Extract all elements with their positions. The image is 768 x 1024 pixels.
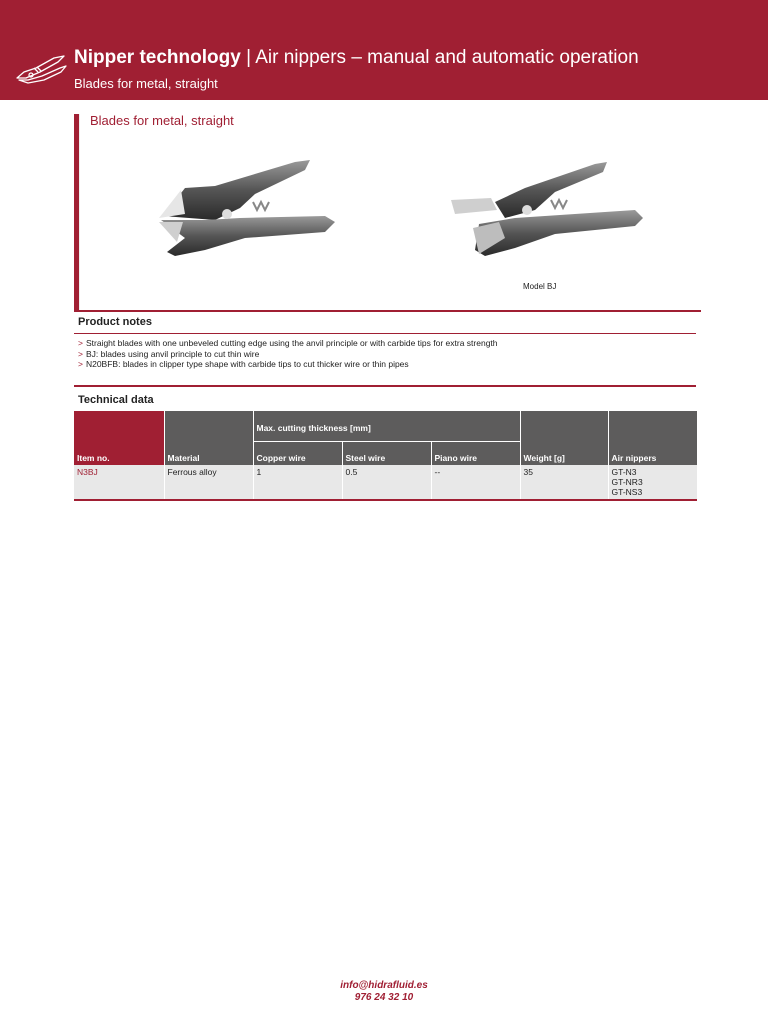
cell-piano: -- [431, 465, 520, 500]
cell-air-nippers [608, 465, 697, 500]
cell-copper: 1 [253, 465, 342, 500]
note-item [78, 349, 694, 360]
col-item-no: Item no. [74, 411, 164, 465]
note-text: Straight blades with one unbeveled cutting edge using the anvil principle or with carbide tips for extra strength [85, 338, 498, 348]
note-item [78, 338, 694, 349]
bullet-arrow-icon: > [78, 338, 83, 348]
note-text: N20BFB: blades in clipper type shape with carbide tips to cut thicker wire or thin pipes [85, 359, 409, 369]
page-header [0, 0, 768, 100]
cell-material: Ferrous alloy [164, 465, 253, 500]
col-copper-wire: Copper wire [253, 442, 342, 466]
technical-header [74, 390, 696, 411]
nipper-logo-icon [14, 50, 68, 86]
note-item [78, 359, 694, 370]
cell-steel: 0.5 [342, 465, 431, 500]
model-label: Model BJ [523, 282, 557, 291]
footer-phone: 976 24 32 10 [354, 992, 414, 1003]
blade-image-right [445, 158, 645, 262]
product-title: Blades for metal, straight [90, 113, 234, 128]
notes-header [74, 312, 696, 334]
nipper-model: GT-NS3 [611, 487, 643, 497]
footer-email[interactable]: info@hidrafluid.es [340, 980, 428, 991]
page-footer [0, 980, 768, 1004]
notes-list [78, 338, 694, 370]
cell-item-no: N3BJ [74, 465, 164, 500]
page-subtitle: Blades for metal, straight [74, 76, 218, 91]
table-header-row [74, 411, 697, 442]
technical-title: Technical data [78, 394, 154, 406]
bullet-arrow-icon: > [78, 359, 83, 369]
nipper-model: GT-NR3 [611, 477, 643, 487]
page-title-bold: Nipper technology [74, 47, 241, 68]
col-steel-wire: Steel wire [342, 442, 431, 466]
col-piano-wire: Piano wire [431, 442, 520, 466]
notes-divider [74, 385, 696, 387]
col-group-cutting-thickness: Max. cutting thickness [mm] [253, 411, 520, 442]
product-panel [74, 114, 701, 312]
bullet-arrow-icon: > [78, 348, 83, 359]
technical-table [74, 411, 697, 501]
page-title [74, 47, 639, 69]
col-air-nippers: Air nippers [608, 411, 697, 465]
col-material: Material [164, 411, 253, 465]
nipper-model: GT-N3 [611, 467, 637, 477]
notes-title: Product notes [78, 316, 152, 328]
col-weight: Weight [g] [520, 411, 608, 465]
cell-weight: 35 [520, 465, 608, 500]
page-title-rest: | Air nippers – manual and automatic operation [240, 47, 639, 68]
blade-image-left [145, 158, 340, 262]
note-text: BJ: blades using anvil principle to cut thin wire [85, 348, 260, 359]
table-row [74, 465, 697, 500]
